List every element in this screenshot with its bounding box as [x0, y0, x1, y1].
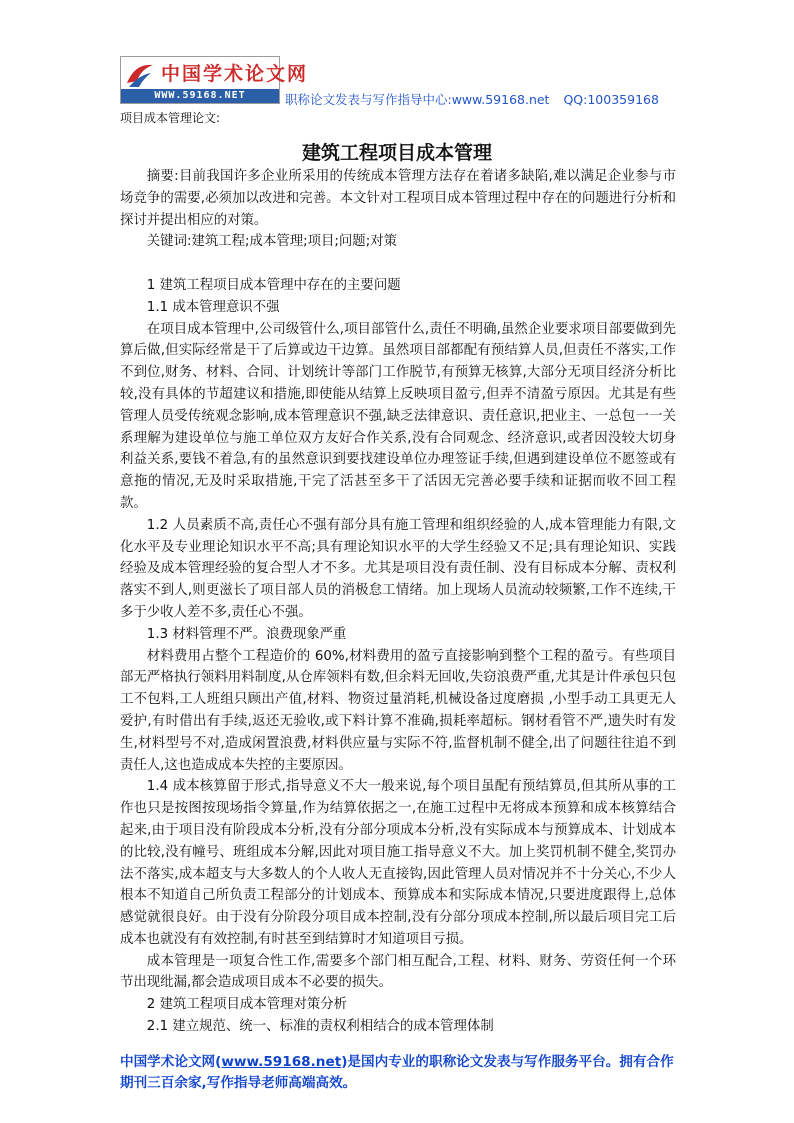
- body-paragraph: 成本管理是一项复合性工作,需要多个部门相互配合,工程、材料、财务、劳资任何一个环节出现纰漏,都会造成项目成本不必要的损失。: [120, 953, 676, 991]
- body-paragraph: 1.2 人员素质不高,责任心不强有部分具有施工管理和组织经验的人,成本管理能力有限,文化水平及专业理论知识水平不高;具有理论知识水平的大学生经验又不足;具有理论知识、实践经验及成本管理经验的复合型人才不多。尤其是项目没有责任制、没有目标成本分解、责权利落实不到人,则更滋长了项目部人员的消极怠工情绪。加上现场人员流动较频繁,工作不连续,干多于少收人差不多,责任心不强。: [120, 517, 676, 620]
- section-heading: 2 建筑工程项目成本管理对策分析: [146, 997, 348, 1013]
- logo-url: WWW.59168.NET: [121, 89, 279, 103]
- subsection-heading: 2.1 建立规范、统一、标准的责权利相结合的成本管理体制: [146, 1019, 494, 1035]
- subsection-heading: 1.3 材料管理不严。浪费现象严重: [146, 626, 347, 642]
- header-qq: QQ:100359168: [563, 92, 659, 107]
- footer-site-link[interactable]: www.59168.net: [221, 1054, 342, 1070]
- site-logo[interactable]: [120, 56, 309, 104]
- keywords-paragraph: 关键词:建筑工程;成本管理;项目;问题;对策: [146, 234, 397, 250]
- body-paragraph: 材料费用占整个工程造价的 60%,材料费用的盈亏直接影响到整个工程的盈亏。有些项目部无严格执行领料用料制度,从仓库领料有数,但余料无回收,失窃浪费严重,尤其是计件承包只包工不包料,工人班组只顾出产值,材料、物资过量消耗,机械设备过度磨损 ,小型手动工具更无人爱护,有时借出有手续,返还无验收,或下料计算不准确,损耗率超标。钢材看管不严,遗失时有发生,材料型号不对,造成闲置浪费,材料供应量与实际不符,监督机制不健全,出了问题往往追不到责任人,这也造成成本失控的主要原因。: [120, 648, 676, 773]
- section-heading: 1 建筑工程项目成本管理中存在的主要问题: [146, 277, 401, 293]
- abstract-paragraph: 摘要:目前我国许多企业所采用的传统成本管理方法存在着诸多缺陷,难以满足企业参与市场竞争的需要,必须加以改进和完善。本文针对工程项目成本管理过程中存在的问题进行分析和探讨并提出相应的对策。: [120, 169, 676, 228]
- document-category: 项目成本管理论文:: [120, 111, 221, 125]
- footer-suffix: )是国内专业的职称论文发表与写作服务平台。拥有合作期刊三百余家,写作指导老师高端高效。: [120, 1054, 674, 1091]
- body-paragraph: 在项目成本管理中,公司级管什么,项目部管什么,责任不明确,虽然企业要求项目部要做到先算后做,但实际经常是干了后算或边干边算。虽然项目部都配有预结算人员,但责任不落实,工作不到位,财务、材料、合同、计划统计等部门工作脱节,有预算无核算,大部分无项目经济分析比较,没有具体的节超建议和措施,即使能从结算上反映项目盈亏,但弄不清盈亏原因。尤其是有些管理人员受传统观念影响,成本管理意识不强,缺乏法律意识、责任意识,把业主、一总包一一关系理解为建设单位与施工单位双方友好合作关系,没有合同观念、经济意识,或者因没较大切身利益关系,要钱不着急,有的虽然意识到要找建设单位办理签证手续,但遇到建设单位不愿签或有意拖的情况,无及时采取措施,干完了活甚至多干了活因无完善必要手续和证据而收不回工程款。: [120, 321, 676, 511]
- logo-site-name: 中国学术论文网: [161, 63, 309, 85]
- footer-prefix: 中国学术论文网(: [120, 1054, 222, 1070]
- blank-line: [120, 253, 676, 275]
- body-paragraph: 1.4 成本核算留于形式,指导意义不大一般来说,每个项目虽配有预结算员,但其所从事的工作也只是按图按现场指令算量,作为结算依据之一,在施工过程中无将成本预算和成本核算结合起来,由于项目没有阶段成本分析,没有分部分项成本分析,没有实际成本与预算成本、计划成本的比较,没有幢号、班组成本分解,因此对项目施工指导意义不大。加上奖罚机制不健全,奖罚办法不落实,成本超支与大多数人的个人收人无直接钩,因此管理人员对情况并不十分关心,不少人根本不知道自己所负责工程部分的计划成本、预算成本和实际成本情况,只要进度跟得上,总体感觉就很良好。由于没有分阶段分项目成本控制,没有分部分项成本控制,所以最后项目完工后成本也就没有有效控制,有时甚至到结算时才知道项目亏损。: [120, 779, 676, 947]
- header-contact: [285, 90, 659, 108]
- subsection-heading: 1.1 成本管理意识不强: [146, 299, 280, 315]
- document-title: 建筑工程项目成本管理: [301, 142, 492, 164]
- header-contact-link[interactable]: 职称论文发表与写作指导中心:www.59168.net: [285, 92, 550, 107]
- footer-promo: [120, 1052, 680, 1094]
- logo-swoosh-icon: [125, 61, 155, 89]
- document-body: [120, 166, 676, 1038]
